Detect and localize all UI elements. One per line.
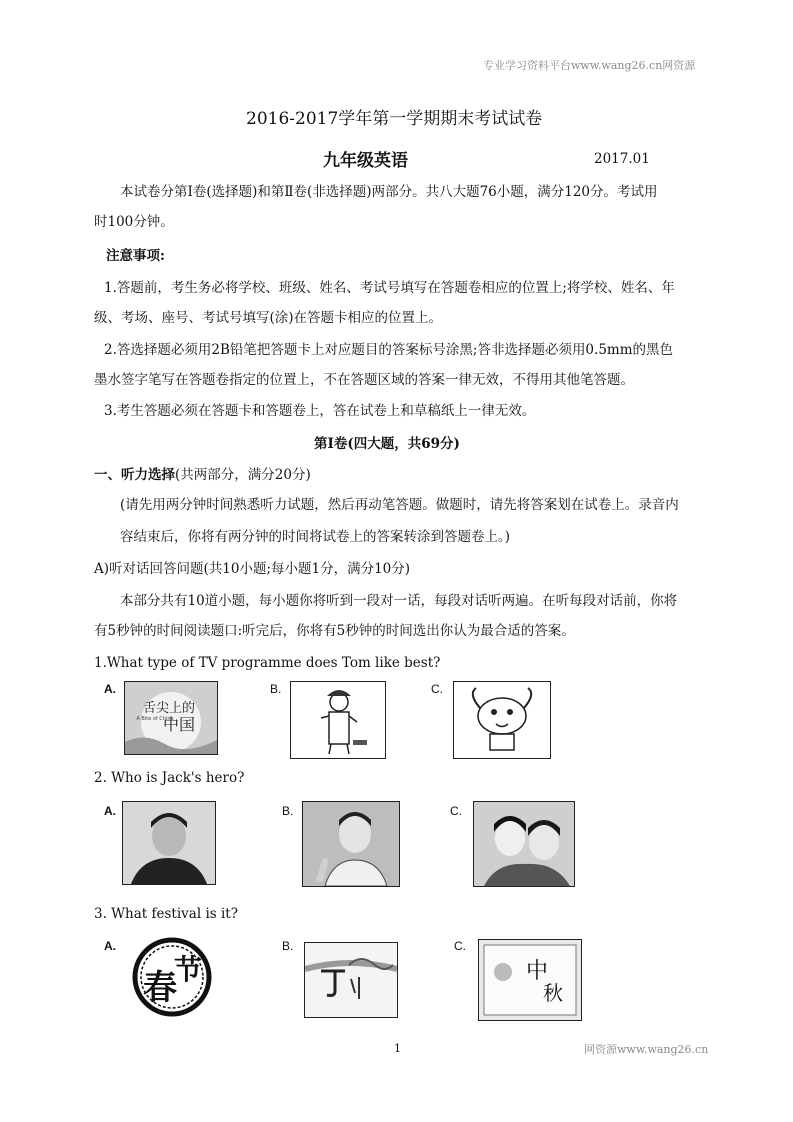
- section-1-heading: [94, 466, 311, 484]
- q2-option-c-label: C.: [450, 804, 462, 818]
- q1-option-a-image[interactable]: [124, 681, 218, 755]
- note-1-line-2: 级、考场、座号、考试号填写(涂)在答题卡相应的位置上。: [94, 310, 443, 326]
- q1-option-b-label: B.: [270, 682, 282, 696]
- q3-image-text-jie: 节: [173, 953, 203, 986]
- q1-option-c-label: C.: [431, 682, 443, 696]
- q1-image-text-2: 中国: [162, 715, 196, 734]
- q1-option-b-image[interactable]: [290, 681, 386, 759]
- q2-option-a-label: A.: [104, 804, 116, 818]
- part-a-line-2: 有5秒钟的时间阅读题口:听完后，你将有5秒钟的时间选出你认为最合适的答案。: [94, 623, 575, 639]
- notes-heading: 注意事项:: [106, 248, 165, 264]
- q2-option-a-image[interactable]: [122, 801, 216, 885]
- note-2-line-2: 墨水签字笔写在答题卷指定的位置上，不在答题区域的答案一律无效，不得用其他笔答题。: [94, 372, 634, 388]
- listening-instruction-2: 容结束后，你将有两分钟的时间将试卷上的答案转涂到答题卷上。): [120, 529, 511, 545]
- q2-option-c-image[interactable]: [473, 801, 575, 887]
- q1-option-c-image[interactable]: [453, 681, 551, 759]
- part-a-title: A)听对话回答问题(共10小题;每小题1分，满分10分): [94, 561, 411, 577]
- moon-icon: [494, 963, 512, 981]
- q3-image-text-chun: 春: [143, 968, 177, 1008]
- q3-option-a-image[interactable]: [124, 937, 220, 1017]
- q3-option-b-image[interactable]: [304, 942, 398, 1018]
- q3-option-c-image[interactable]: [478, 939, 582, 1021]
- part-a-line-1: 本部分共有10道小题，每小题你将听到一段对一话，每段对话听两遍。在听每段对话前，你将: [120, 593, 678, 609]
- q3-option-a-label: A.: [104, 939, 116, 953]
- q3-option-c-label: C.: [454, 939, 466, 953]
- exam-title: 2016-2017学年第一学期期末考试试卷: [246, 109, 543, 129]
- cartoon-sheep-icon: [454, 682, 550, 758]
- section-1-title: 一、听力选择: [94, 467, 175, 483]
- note-2-line-1: 2.答选择题必须用2B铅笔把答题卡上对应题目的答案标号涂黑;答非选择题必须用0.5mm的黑色: [104, 342, 674, 358]
- q2-option-b-image[interactable]: [302, 801, 400, 887]
- festival-banner-icon: [305, 943, 397, 1017]
- opera-figure-icon: [291, 682, 385, 758]
- q3-image-text-zhong: 中: [525, 959, 549, 984]
- portrait-photo-icon: [474, 802, 574, 886]
- exam-subject: 九年级英语: [323, 151, 408, 171]
- q1-image-text-1: 舌尖上的: [142, 701, 196, 716]
- question-2-text: 2. Who is Jack's hero?: [94, 770, 245, 786]
- note-1-line-1: 1.答题前，考生务必将学校、班级、姓名、考试号填写在答题卷相应的位置上;将学校、姓名、年: [104, 280, 675, 296]
- footer-watermark: 网资源www.wang26.cn: [584, 1043, 709, 1056]
- question-1-text: 1.What type of TV programme does Tom like best?: [94, 655, 441, 671]
- q2-option-b-label: B.: [282, 804, 294, 818]
- page-number: 1: [394, 1042, 401, 1055]
- exam-date: 2017.01: [594, 151, 650, 167]
- header-watermark: 专业学习资料平台www.wang26.cn网资源: [483, 59, 696, 72]
- q1-option-a-label: A.: [104, 682, 116, 696]
- q3-image-text-qiu: 秋: [543, 981, 563, 1005]
- q1-image-text-3: A Bite of China: [136, 716, 174, 722]
- intro-line-2: 时100分钟。: [94, 214, 174, 230]
- part-1-heading: 第Ⅰ卷(四大题，共69分): [314, 436, 460, 452]
- note-3: 3.考生答题必须在答题卡和答题卷上，答在试卷上和草稿纸上一律无效。: [104, 403, 536, 419]
- intro-line-1: 本试卷分第Ⅰ卷(选择题)和第Ⅱ卷(非选择题)两部分。共八大题76小题，满分120分。考试用: [120, 184, 658, 200]
- q3-option-b-label: B.: [282, 939, 294, 953]
- portrait-photo-icon: [123, 802, 215, 884]
- question-3-text: 3. What festival is it?: [94, 906, 238, 922]
- listening-instruction-1: (请先用两分钟时间熟悉听力试题，然后再动笔答题。做题时，请先将答案划在试卷上。录音内: [120, 497, 679, 513]
- section-1-note: (共两部分，满分20分): [175, 467, 311, 483]
- portrait-photo-icon: [303, 802, 399, 886]
